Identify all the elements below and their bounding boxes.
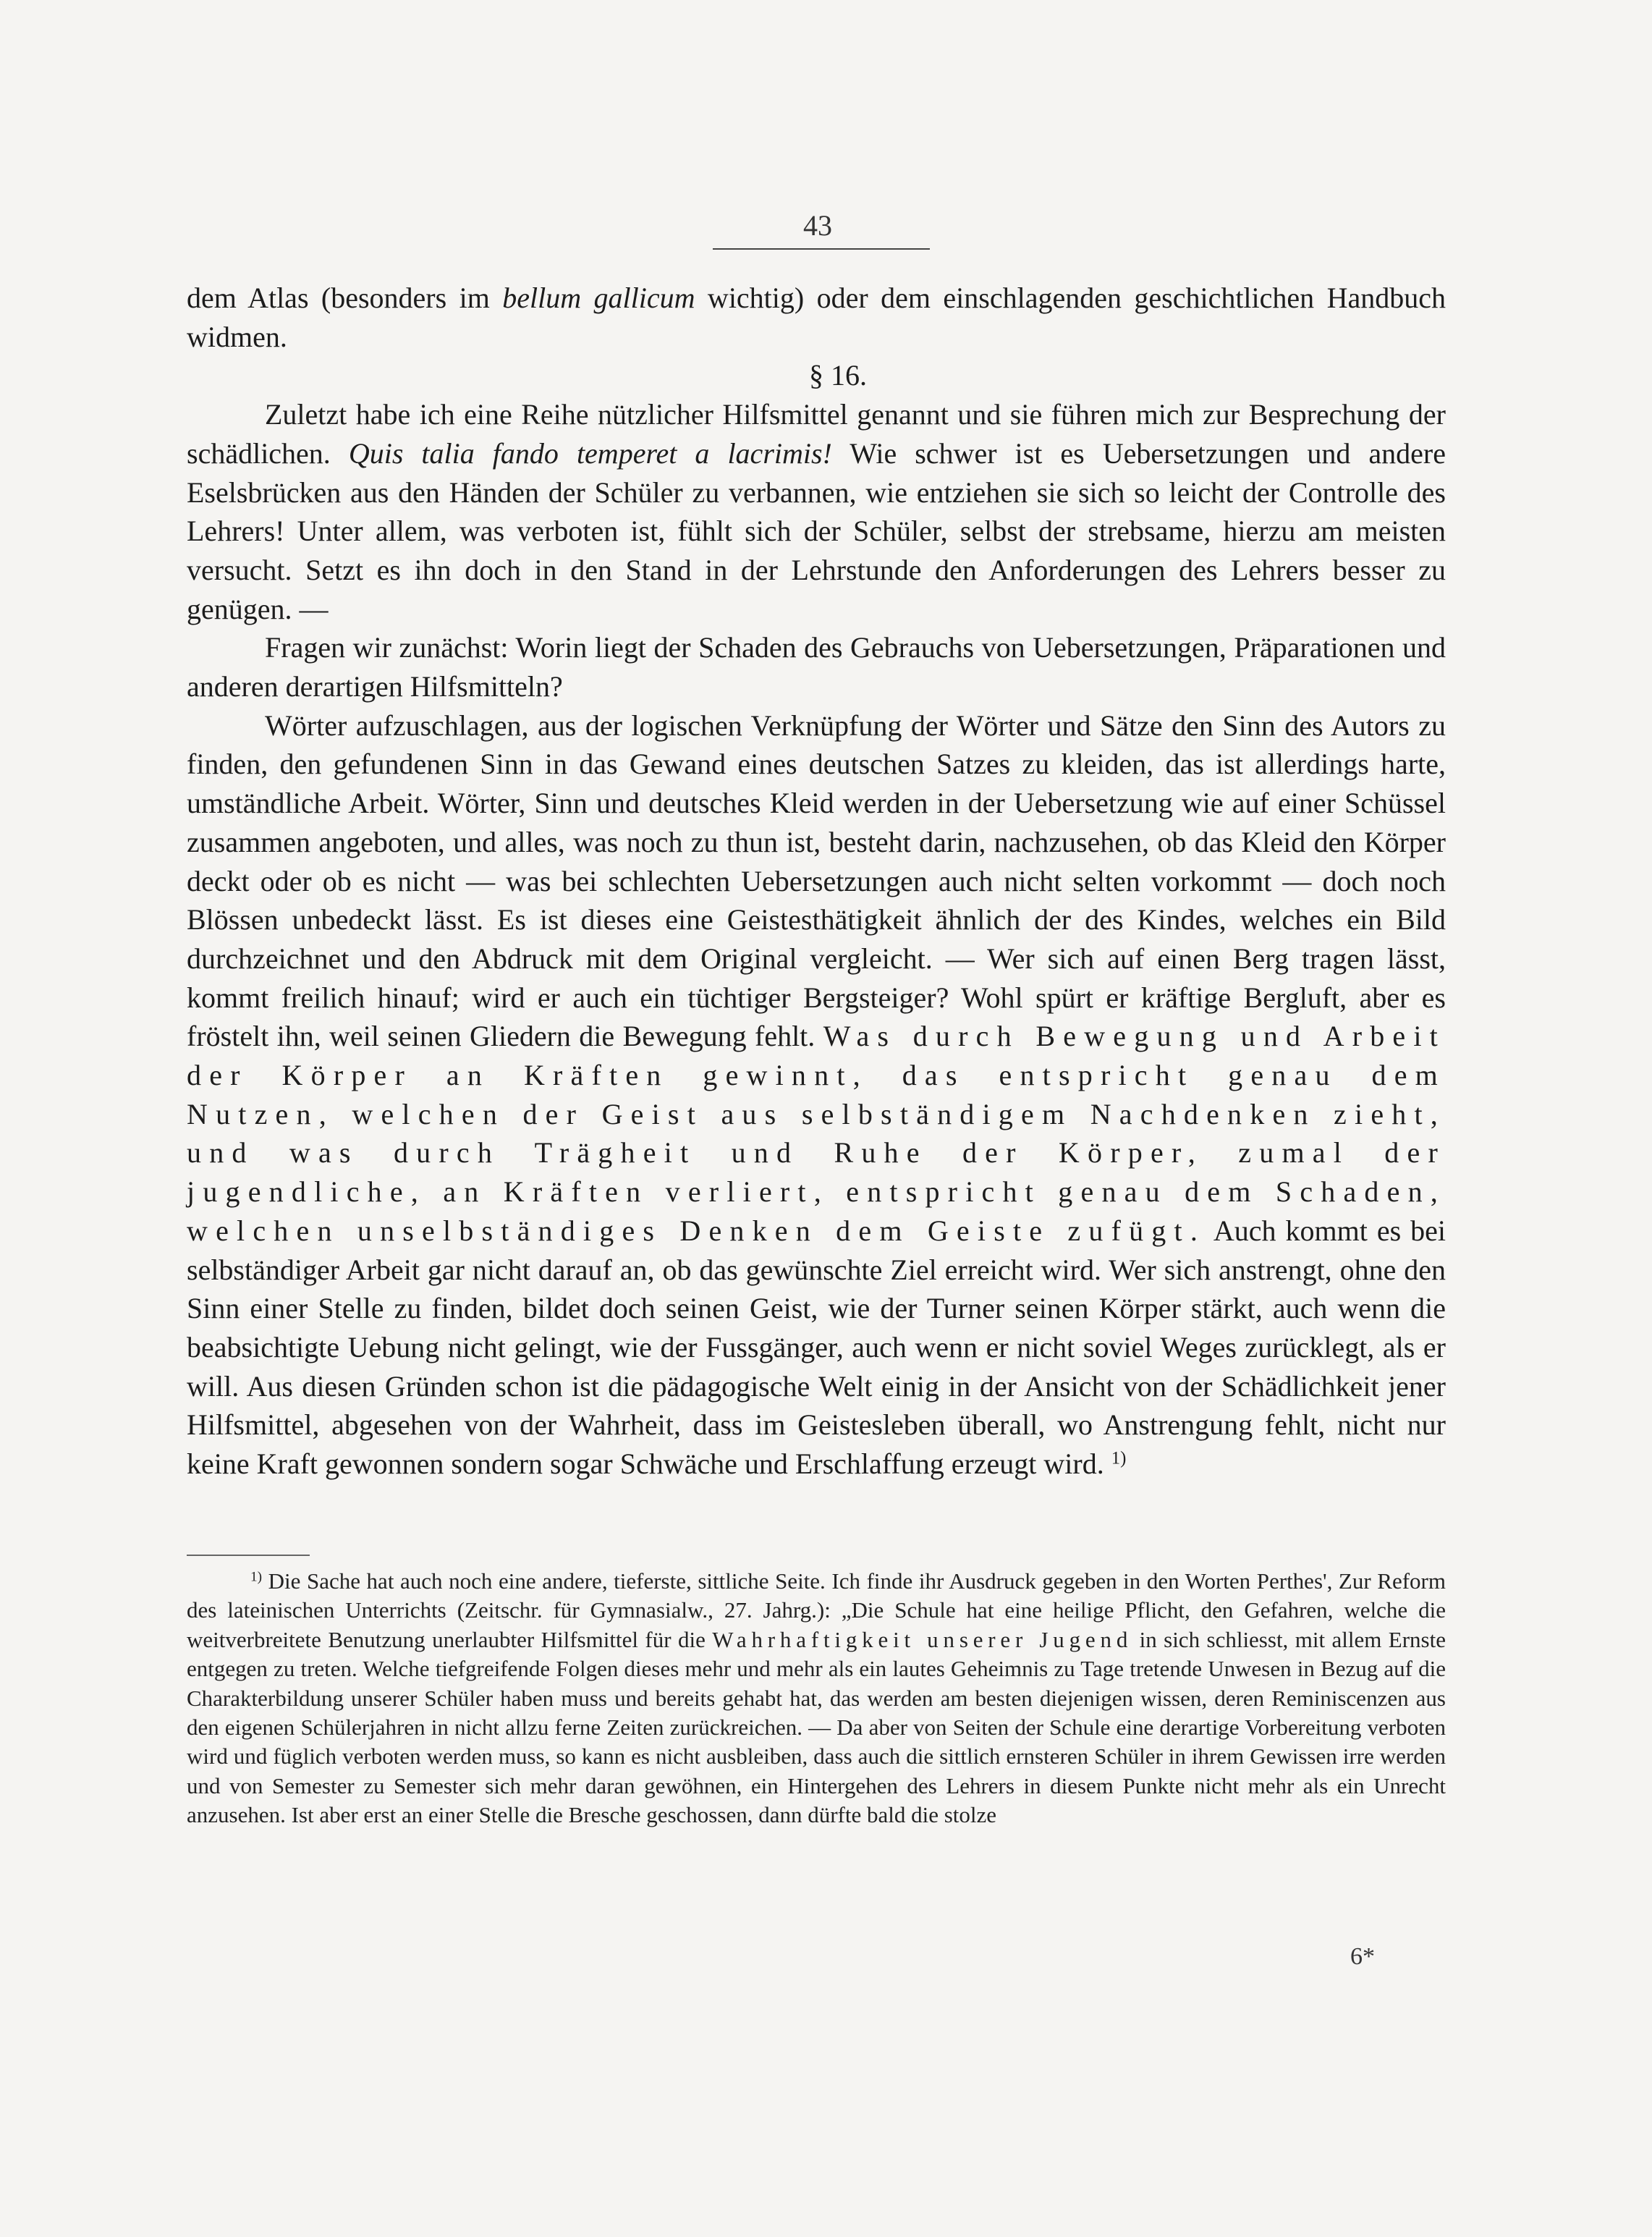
paragraph-2-text-a: Zuletzt habe ich eine Reihe nützlicher Hilfsmittel genannt und sie führen mich zur Besprechung der schädlichen.	[187, 398, 1446, 470]
footnote-reference: 1)	[1111, 1448, 1127, 1468]
paragraph-4-text-a: Wörter aufzuschlagen, aus der logischen Verknüpfung der Wörter und Sätze den Sinn des Autors zu finden, den gefundenen Sinn in das Gewand eines deutschen Satzes zu kleiden, das ist allerdings harte, umständliche Arbeit. Wörter, Sinn und deutsches Kleid werden in der Uebersetzung wie auf einer Schüssel zusammen angeboten, und alles, was noch zu thun ist, besteht darin, nachzusehen, ob das Kleid den Körper deckt oder ob es nicht — was bei schlechten Uebersetzungen auch nicht selten vorkommt — doch noch Blössen unbedeckt lässt. Es ist dieses eine Geistesthätigkeit ähnlich der des Kindes, welches ein Bild durchzeichnet und den Abdruck mit dem Original vergleicht. — Wer sich auf einen Berg tragen lässt, kommt freilich hinauf; wird er auch ein tüchtiger Bergsteiger? Wohl spürt er kräftige Bergluft, aber es fröstelt ihn, weil seinen Gliedern die Bewegung fehlt.	[187, 709, 1446, 1053]
paragraph-1-text-a: dem Atlas (besonders im	[187, 282, 503, 314]
paragraph-3: Fragen wir zunächst: Worin liegt der Schaden des Gebrauchs von Uebersetzungen, Präparationen und anderen derartigen Hilfsmitteln?	[187, 631, 1446, 703]
section-heading: § 16.	[809, 359, 867, 392]
header-rule	[713, 248, 930, 250]
footnote-marker: 1)	[250, 1569, 262, 1585]
footnote-text-b: in sich schliesst, mit allem Ernste entgegen zu treten. Welche tiefgreifende Folgen dieses mehr und mehr als ein lautes Geheimnis zu Tage tretende Unwesen in Bezug auf die Charakterbildung unserer Schüler haben muss und bereits gehabt hat, das werden am besten diejenigen wissen, deren Reminiscenzen aus den eigenen Schülerjahren in nicht allzu ferne Zeiten zurückreichen. — Da aber von Seiten der Schule eine derartige Vorbereitung verboten wird und füglich verboten werden muss, so kann es nicht ausbleiben, dass auch die sittlich ernsteren Schüler in ihrem Gewissen irre werden und von Semester zu Semester sich mehr daran gewöhnen, ein Hintergehen des Lehrers in diesem Punkte nicht mehr als ein Unrecht anzusehen. Ist aber erst an einer Stelle die Bresche geschossen, dann dürfte bald die stolze	[187, 1626, 1446, 1828]
footnote-text-a: Die Sache hat auch noch eine andere, tieferste, sittliche Seite. Ich finde ihr Ausdruck gegeben in den Worten Perthes', Zur Reform des lateinischen Unterrichts (Zeitschr. für Gymnasialw., 27. Jahrg.): „Die Schule hat eine heilige Pflicht, den Gefahren, welche die weitverbreitete Benutzung unerlaubter Hilfsmittel für die	[187, 1568, 1446, 1652]
footnote-rule	[187, 1555, 310, 1556]
signature-mark: 6*	[1350, 1943, 1375, 1970]
footnote-paragraph	[187, 1567, 1446, 1830]
paragraph-1-italic: bellum gallicum	[502, 282, 695, 314]
footnote	[187, 1567, 1446, 1830]
paragraph-2-text-b: Wie schwer ist es Uebersetzungen und andere Eselsbrücken aus den Händen der Schüler zu verbannen, wie entziehen sie sich so leicht der Controlle des Lehrers! Unter allem, was verboten ist, fühlt sich der Schüler, selbst der strebsame, hierzu am meisten versucht. Setzt es ihn doch in den Stand in der Lehrstunde den Anforderungen des Lehrers besser zu genügen. —	[187, 436, 1446, 625]
footnote-spaced: Wahrhaftigkeit unserer Jugend	[712, 1626, 1133, 1652]
paragraph-4	[187, 706, 1446, 1484]
paragraph-2	[187, 395, 1446, 628]
paragraph-4-spaced: Was durch Bewegung und Arbeit der Körper an Kräften gewinnt, das entspricht genau dem Nutzen, welchen der Geist aus selbständigem Nachdenken zieht, und was durch Trägheit und Ruhe der Körper, zumal der jugendliche, an Kräften verliert, entspricht genau dem Schaden, welchen unselbständiges Denken dem Geiste zufügt.	[187, 1020, 1446, 1247]
paragraph-4-text-b: Auch kommt es bei selbständiger Arbeit gar nicht darauf an, ob das gewünschte Ziel erreicht wird. Wer sich anstrengt, ohne den Sinn einer Stelle zu finden, bildet doch seinen Geist, wie der Turner seinen Körper stärkt, auch wenn die beabsichtigte Uebung nicht gelingt, wie der Fussgänger, auch wenn er nicht soviel Weges zurücklegt, als er will. Aus diesen Gründen schon ist die pädagogische Welt einig in der Ansicht von der Schädlichkeit jener Hilfsmittel, abgesehen von der Wahrheit, dass im Geistesleben überall, wo Anstrengung fehlt, nicht nur keine Kraft gewonnen sondern sogar Schwäche und Erschlaffung erzeugt wird.	[187, 1214, 1446, 1481]
paragraph-2-italic: Quis talia fando temperet a lacrimis!	[348, 436, 832, 470]
paragraph-1	[187, 279, 1446, 356]
main-text	[187, 279, 1446, 1484]
page-number: 43	[803, 209, 832, 242]
paragraph-1-text-b: wichtig) oder dem einschlagenden geschichtlichen Handbuch widmen.	[187, 282, 1446, 353]
